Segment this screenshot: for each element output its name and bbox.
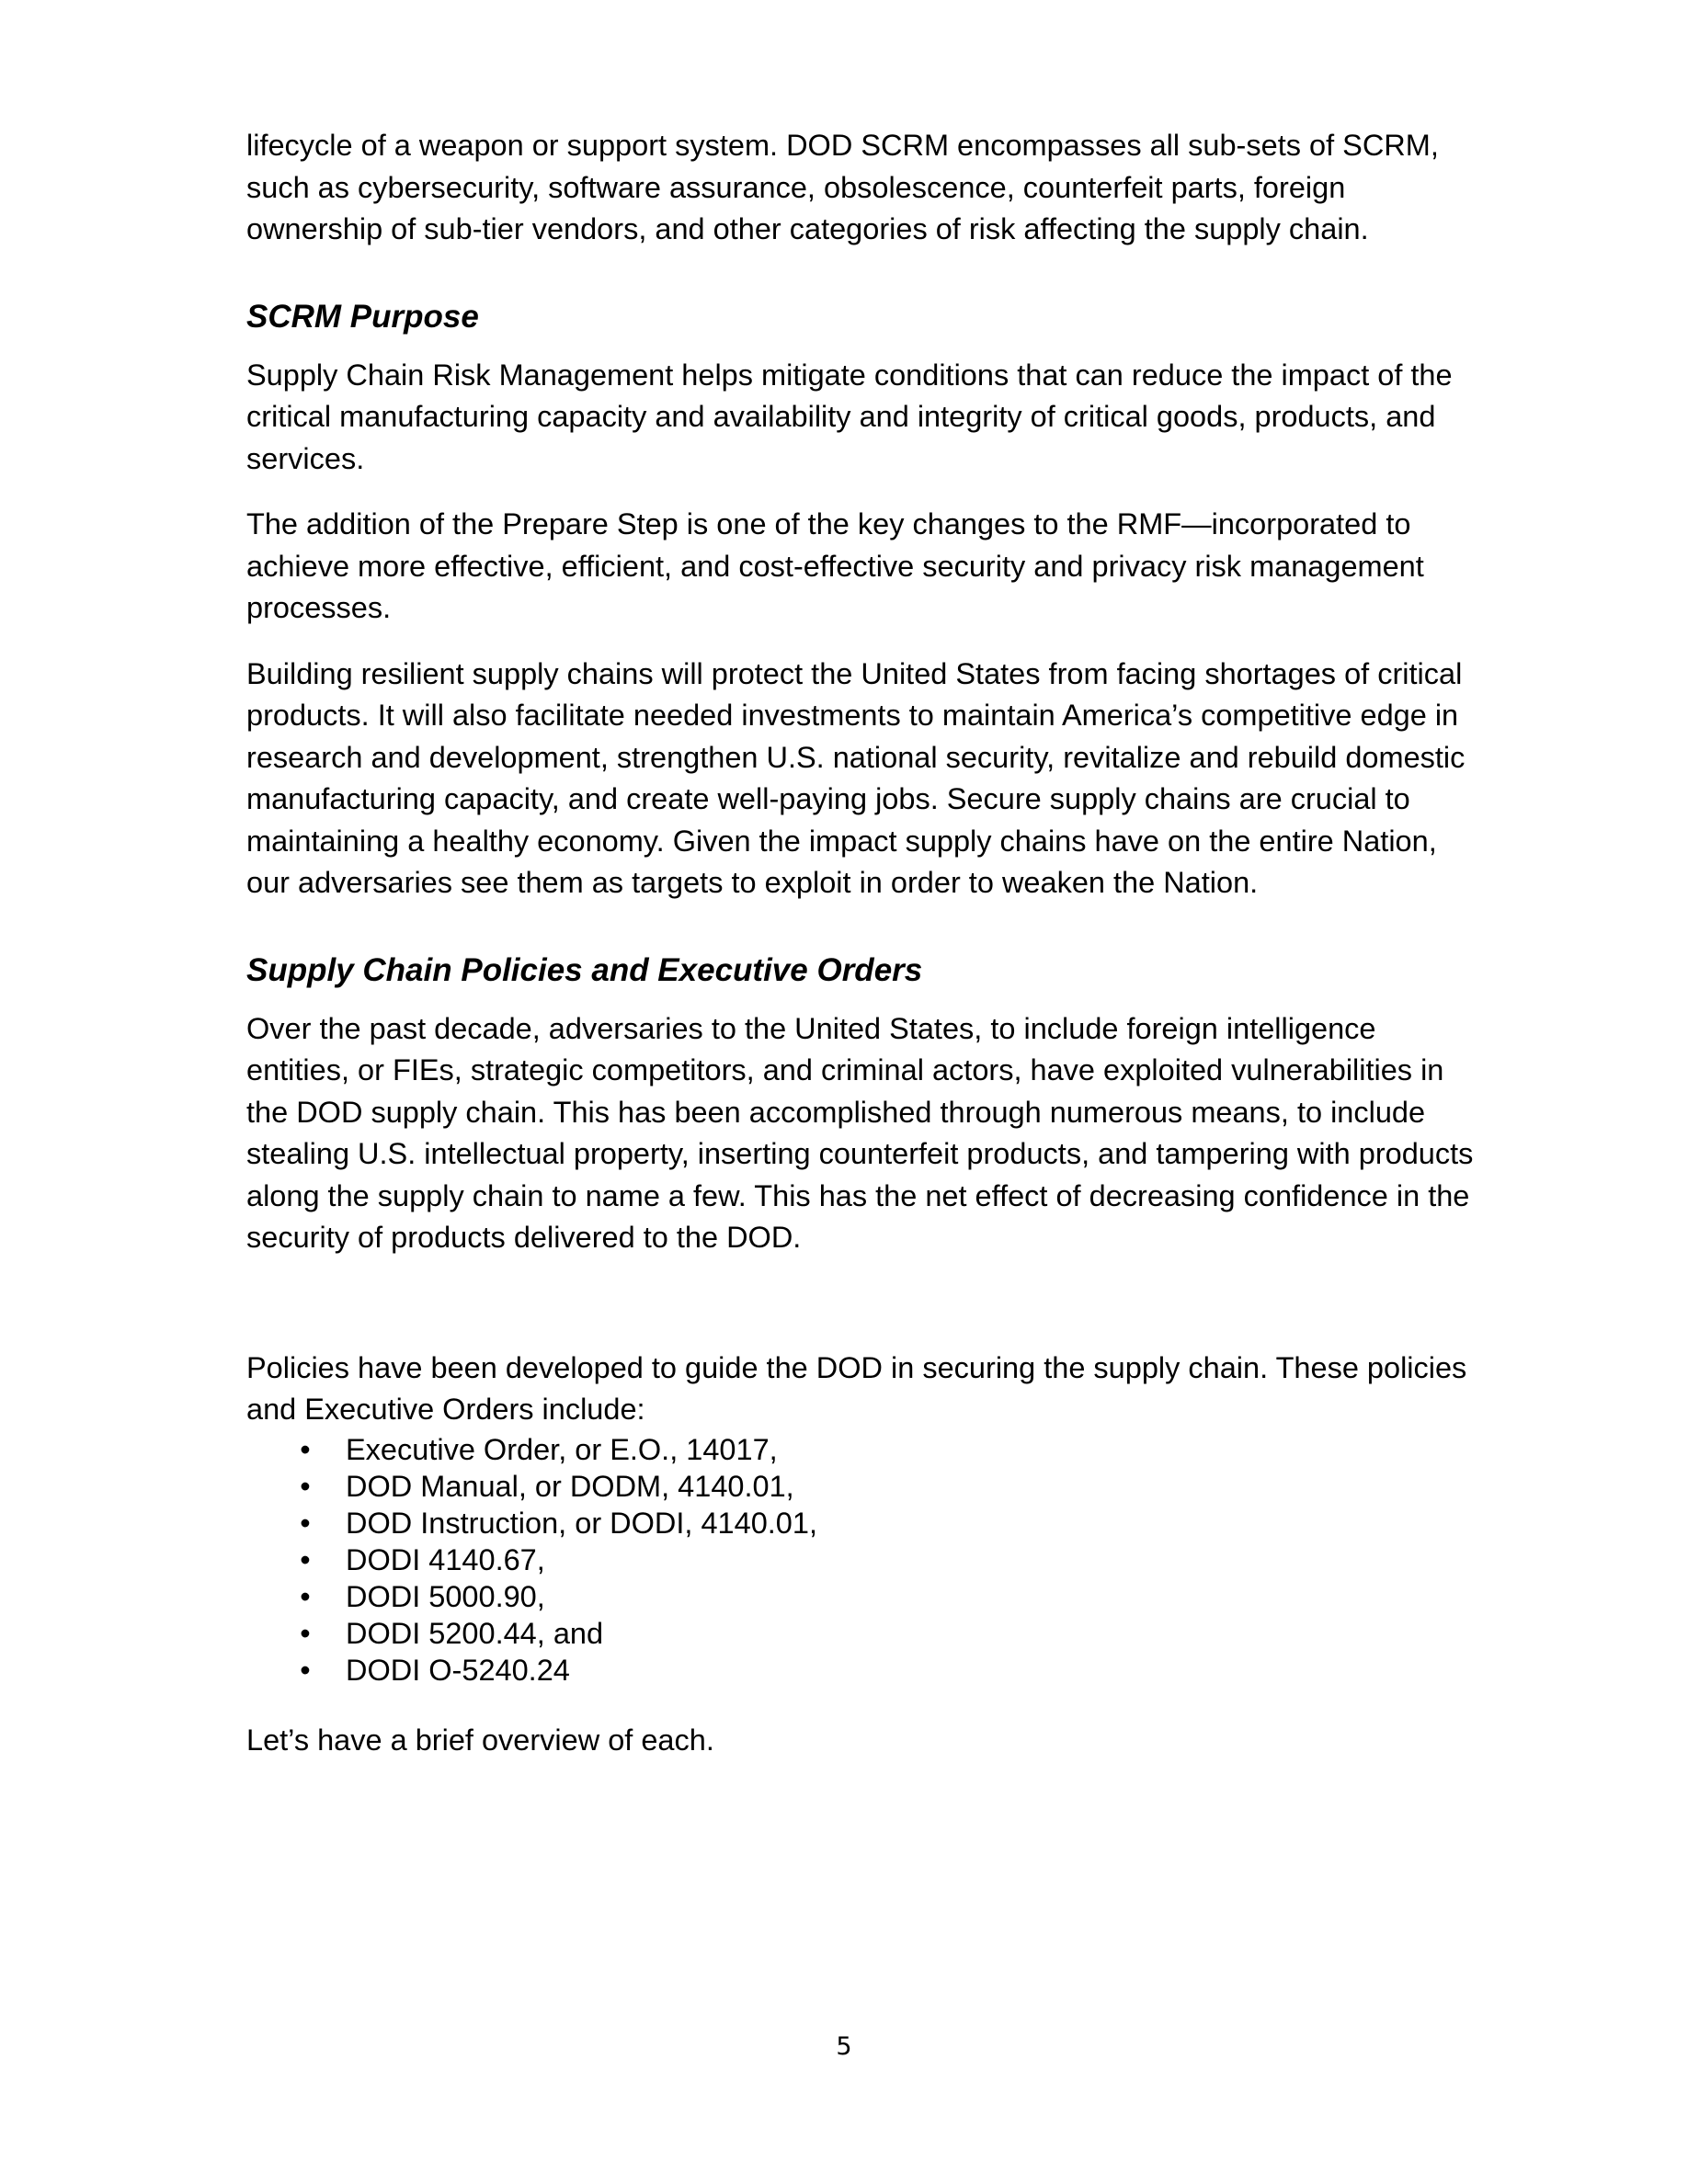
bullet-icon: • — [300, 1653, 311, 1687]
policies-paragraph-1: Over the past decade, adversaries to the United States, to include foreign intelligence entities, or FIEs, strategic competitors, and criminal actors, have exploited vulnerabilities in the DOD supply chain. This has been accomplished through numerous means, to include stealing U.S. intellectual property, inserting counterfeit products, and tampering with products along the supply chain to name a few. This has the net effect of decreasing confidence in the security of products delivered to the DOD. — [246, 1011, 1474, 1254]
policies-paragraph-2: Policies have been developed to guide the DOD in securing the supply chain. These policies and Executive Orders include: — [246, 1350, 1467, 1426]
list-item-text: DOD Manual, or DODM, 4140.01, — [346, 1469, 794, 1503]
list-item — [246, 1652, 1478, 1689]
page-content — [246, 125, 1478, 1785]
list-item-text: Executive Order, or E.O., 14017, — [346, 1432, 778, 1466]
bullet-icon: • — [300, 1542, 311, 1576]
list-item — [246, 1468, 1478, 1505]
list-item-text: DODI 5000.90, — [346, 1579, 545, 1613]
list-item-text: DODI O-5240.24 — [346, 1653, 570, 1687]
list-item — [246, 1505, 1478, 1541]
list-item — [246, 1541, 1478, 1578]
scrm-purpose-paragraph-1: Supply Chain Risk Management helps mitigate conditions that can reduce the impact of the critical manufacturing capacity and availability and integrity of critical goods, products, and services. — [246, 358, 1453, 475]
page-number: 5 — [836, 2032, 852, 2061]
intro-paragraph: lifecycle of a weapon or support system. DOD SCRM encompasses all sub-sets of SCRM, such as cybersecurity, software assurance, obsolescence, counterfeit parts, foreign ownership of sub-tier vendors, and other categories of risk affecting the supply chain. — [246, 129, 1439, 245]
list-item — [246, 1578, 1478, 1615]
bullet-icon: • — [300, 1506, 311, 1540]
scrm-purpose-paragraph-3: Building resilient supply chains will protect the United States from facing shortages of critical products. It will also facilitate needed investments to maintain America’s competitive edge in research and development, strengthen U.S. national security, revitalize and rebuild domestic manufacturing capacity, and create well-paying jobs. Secure supply chains are crucial to maintaining a healthy economy. Given the impact supply chains have on the entire Nation, our adversaries see them as targets to exploit in order to weaken the Nation. — [246, 656, 1466, 899]
bullet-icon: • — [300, 1579, 311, 1613]
list-item — [246, 1431, 1478, 1468]
list-item-text: DODI 4140.67, — [346, 1542, 545, 1576]
list-item — [246, 1615, 1478, 1652]
list-item-text: DODI 5200.44, and — [346, 1616, 604, 1650]
scrm-purpose-heading: SCRM Purpose — [246, 298, 479, 335]
policies-heading: Supply Chain Policies and Executive Orders — [246, 951, 923, 988]
bullet-icon: • — [300, 1469, 311, 1503]
scrm-purpose-paragraph-2: The addition of the Prepare Step is one of the key changes to the RMF—incorporated to achieve more effective, efficient, and cost-effective security and privacy risk management processes. — [246, 507, 1424, 624]
closing-paragraph: Let’s have a brief overview of each. — [246, 1723, 714, 1757]
bullet-icon: • — [300, 1616, 311, 1650]
list-item-text: DOD Instruction, or DODI, 4140.01, — [346, 1506, 817, 1540]
policy-list — [246, 1431, 1478, 1689]
bullet-icon: • — [300, 1432, 311, 1466]
